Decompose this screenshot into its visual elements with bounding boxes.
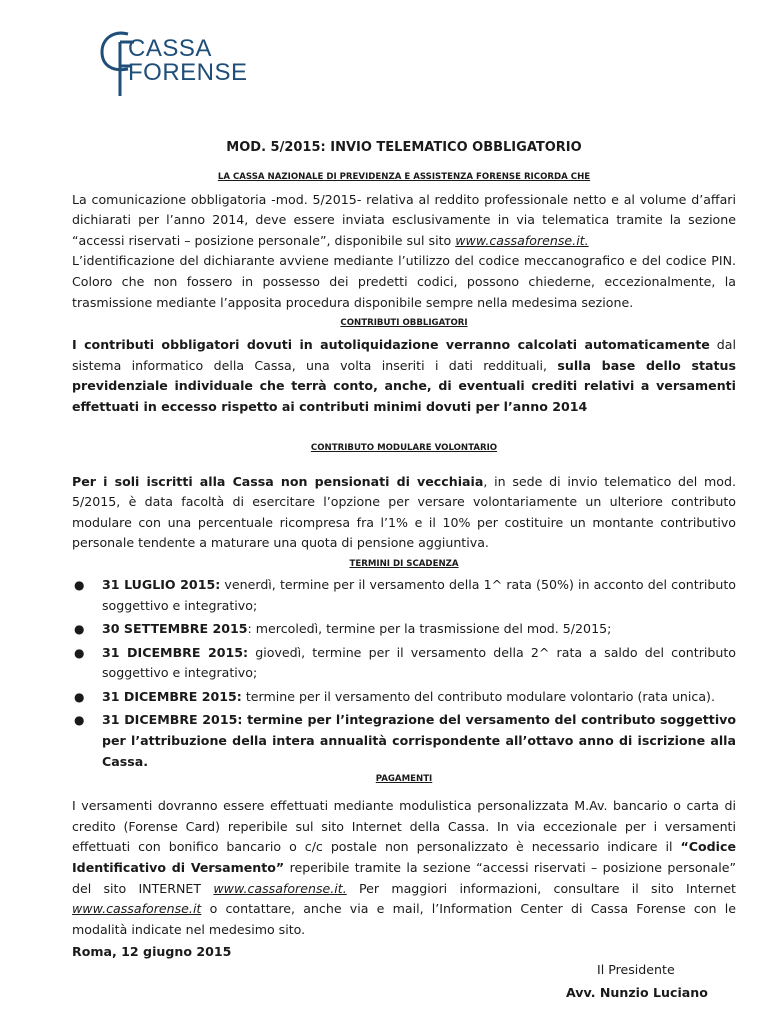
cassaforense-link[interactable]: www.cassaforense.it xyxy=(72,901,202,917)
intro-subheading: LA CASSA NAZIONALE DI PREVIDENZA E ASSISTENZA FORENSE RICORDA CHE xyxy=(217,171,591,182)
pagamenti-text-3: Per maggiori informazioni, consultare il sito Internet xyxy=(346,880,736,896)
bullet-icon: ● xyxy=(74,622,85,637)
bullet-icon: ● xyxy=(74,645,85,660)
deadline-date: 31 DICEMBRE 2015: xyxy=(102,688,242,704)
cassa-forense-logo xyxy=(98,28,248,98)
intro-paragraph-1 xyxy=(72,190,736,252)
logo-word-cassa: CASSA xyxy=(128,35,212,62)
document-body xyxy=(72,138,736,963)
pagamenti-text-2: reperibile tramite la sezione “accessi riservati – posizione personale” del sito INTERNET xyxy=(72,860,736,896)
pagamenti-paragraph xyxy=(72,796,736,940)
pagamenti-text-1: I versamenti dovranno essere effettuati mediante modulistica personalizzata M.Av. bancario o carta di credito (Forense Card) reperibile sul sito Internet della Cassa. In via eccezionale per i versamenti effettuati con bonifico bancario o c/c postale non personalizzato è necessario indicare il xyxy=(72,798,736,855)
place-date: Roma, 12 giugno 2015 xyxy=(72,944,232,960)
scadenze-list xyxy=(72,575,736,772)
scadenze-heading: TERMINI DI SCADENZA xyxy=(349,558,459,569)
document-title: MOD. 5/2015: INVIO TELEMATICO OBBLIGATORIO xyxy=(226,140,582,155)
intro-paragraph-2: L’identificazione del dichiarante avviene mediante l’utilizzo del codice meccanografico e del codice PIN. Coloro che non fossero in possesso dei predetti codici, possono chiederne, eccezionalmente, la trasmissione mediante l’apposita procedura disponibile sempre nella medesima sezione. xyxy=(72,253,736,310)
deadline-text: : mercoledì, termine per la trasmissione del mod. 5/2015; xyxy=(247,621,612,637)
bullet-icon: ● xyxy=(74,713,85,728)
deadline-text: termine per il versamento del contributo modulare volontario (rata unica). xyxy=(241,688,715,704)
signature-role: Il Presidente xyxy=(597,962,675,977)
list-item xyxy=(72,575,736,616)
deadline-text: giovedì, termine per il versamento della 2^ rata a saldo del contributo soggettivo e integrativo; xyxy=(102,644,736,681)
bullet-icon: ● xyxy=(74,689,85,704)
deadline-date: 31 DICEMBRE 2015: termine per l’integrazione del versamento del contributo soggettivo per l’attribuzione della intera annualità corrispondente all’ottavo anno di iscrizione alla Cassa. xyxy=(102,712,736,769)
list-item xyxy=(72,619,736,640)
modulare-paragraph xyxy=(72,472,736,554)
pagamenti-heading: PAGAMENTI xyxy=(375,774,433,785)
deadline-date: 31 LUGLIO 2015: xyxy=(102,576,221,592)
logo-word-forense: FORENSE xyxy=(128,59,248,86)
cassaforense-link[interactable]: www.cassaforense.it. xyxy=(213,880,347,896)
list-item xyxy=(72,710,736,772)
pagamenti-text-4: o contattare, anche via e mail, l’Information Center di Cassa Forense con le modalità indicate nel medesimo sito. xyxy=(72,901,736,937)
list-item xyxy=(72,687,736,708)
codice-identificativo: “Codice Identificativo di Versamento” xyxy=(72,839,736,876)
contributi-paragraph xyxy=(72,335,736,417)
modulare-bold: Per i soli iscritti alla Cassa non pensionati di vecchiaia xyxy=(72,473,484,489)
modulare-heading: CONTRIBUTO MODULARE VOLONTARIO xyxy=(310,442,498,453)
bullet-icon: ● xyxy=(74,577,85,592)
deadline-text: venerdì, termine per il versamento della 1^ rata (50%) in acconto del contributo soggettivo e integrativo; xyxy=(102,576,736,613)
signature-name: Avv. Nunzio Luciano xyxy=(566,985,708,1000)
cassaforense-link[interactable]: www.cassaforense.it. xyxy=(455,232,589,248)
contributi-bold-1: I contributi obbligatori dovuti in autoliquidazione verranno calcolati automaticamente xyxy=(72,337,710,353)
intro-text: La comunicazione obbligatoria -mod. 5/2015- relativa al reddito professionale netto e al volume d’affari dichiarati per l’anno 2014, deve essere inviata esclusivamente in via telematica tramite la sezione “accessi riservati – posizione personale”, disponibile sul sito xyxy=(72,191,736,248)
modulare-text: , in sede di invio telematico del mod. 5/2015, è data facoltà di esercitare l’opzione per versare volontariamente un ulteriore contributo modulare con una percentuale ricompresa fra l’1% e il 10% per costituire un montante contributivo personale tendente a maturare una quota di pensione aggiuntiva. xyxy=(72,473,737,551)
contributi-bold-2: sulla base dello status previdenziale individuale che terrà conto, anche, di eventuali crediti relativi a versamenti effettuati in eccesso rispetto ai contributi minimi dovuti per l’anno 2014 xyxy=(72,357,736,414)
deadline-date: 30 SETTEMBRE 2015 xyxy=(102,621,248,637)
contributi-heading: CONTRIBUTI OBBLIGATORI xyxy=(340,318,468,329)
deadline-date: 31 DICEMBRE 2015: xyxy=(102,644,249,660)
contributi-text: dal sistema informatico della Cassa, una volta inseriti i dati reddituali, xyxy=(72,337,736,373)
list-item xyxy=(72,643,736,684)
